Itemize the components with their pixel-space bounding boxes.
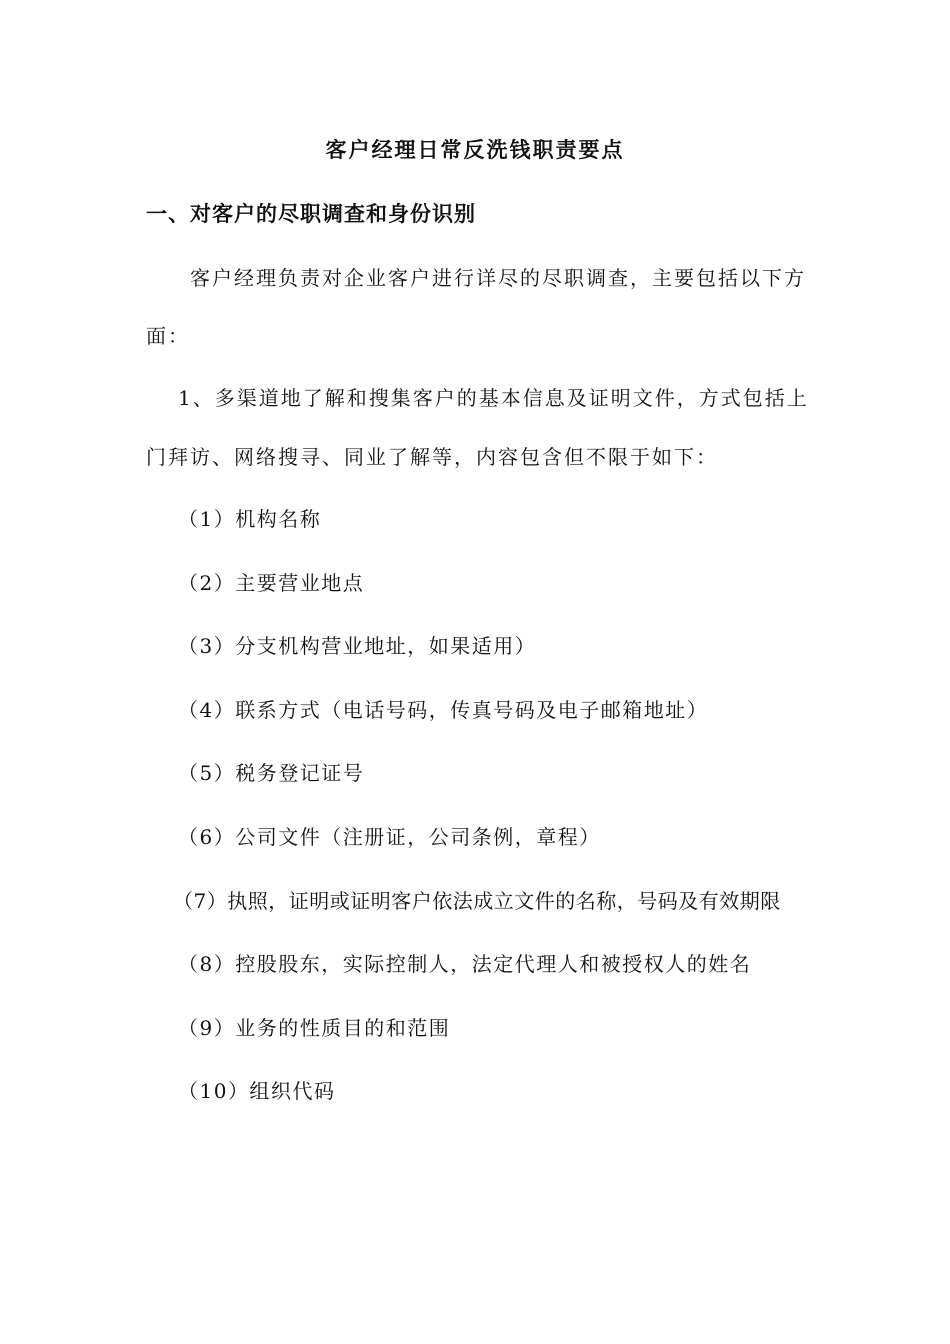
- section-heading: 一、对客户的尽职调查和身份识别: [146, 201, 476, 226]
- list-item: （6）公司文件（注册证，公司条例，章程）: [178, 825, 601, 849]
- list-item: （9）业务的性质目的和范围: [178, 1016, 451, 1040]
- intro-paragraph-line-1: 客户经理负责对企业客户进行详尽的尽职调查，主要包括以下方: [190, 266, 806, 290]
- point-1-line-2: 门拜访、网络搜寻、同业了解等，内容包含但不限于如下：: [146, 445, 718, 469]
- list-item: （3）分支机构营业地址，如果适用）: [178, 634, 537, 658]
- list-item: （5）税务登记证号: [178, 761, 365, 785]
- list-item: （1）机构名称: [178, 507, 322, 531]
- list-item: （2）主要营业地点: [178, 571, 365, 595]
- list-item: （4）联系方式（电话号码，传真号码及电子邮箱地址）: [178, 698, 709, 722]
- list-item: （8）控股股东，实际控制人，法定代理人和被授权人的姓名: [178, 952, 752, 976]
- document-title: 客户经理日常反洗钱职责要点: [325, 137, 625, 162]
- intro-paragraph-line-2: 面：: [146, 324, 190, 348]
- list-item: （7）执照，证明或证明客户依法成立文件的名称，号码及有效期限: [173, 889, 781, 913]
- list-item: （10）组织代码: [178, 1079, 336, 1103]
- point-1-line-1: 1、多渠道地了解和搜集客户的基本信息及证明文件，方式包括上: [178, 386, 809, 410]
